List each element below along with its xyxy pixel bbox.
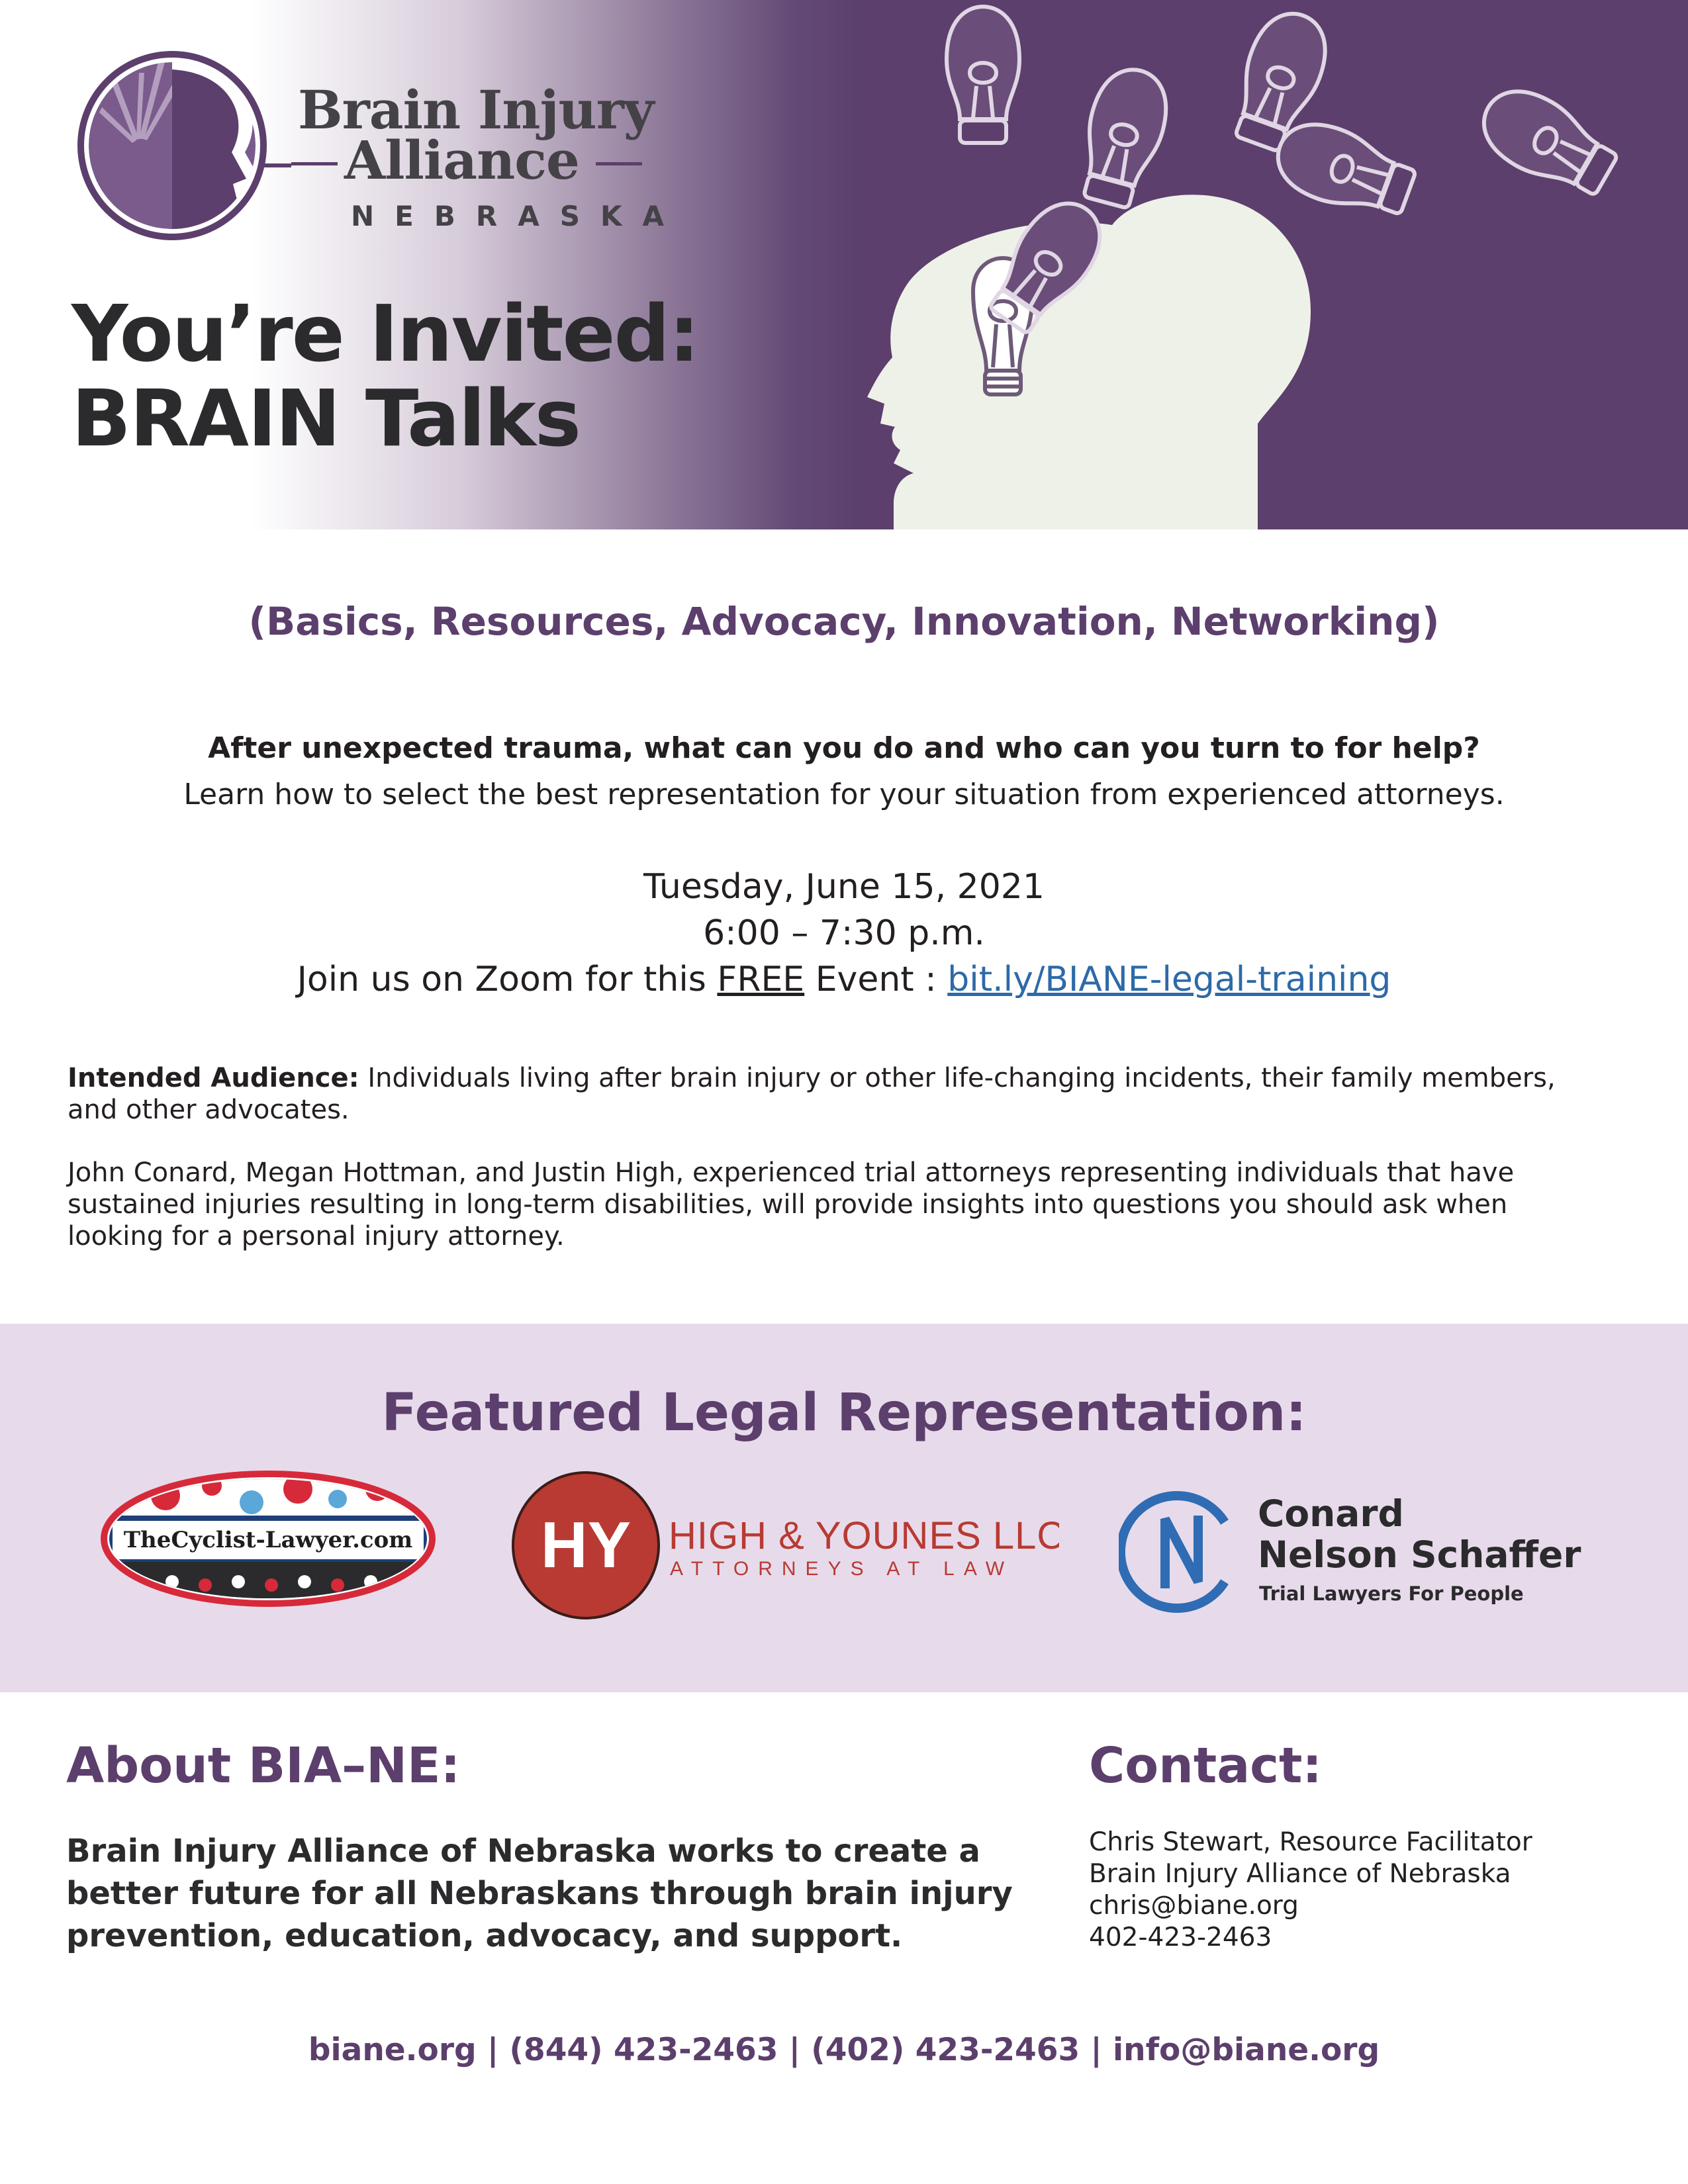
audience-label: Intended Audience: [68,1063,359,1093]
cns-name-line1: Conard [1258,1492,1404,1535]
logo-wordmark-line2: Alliance [344,129,579,191]
high-younes-mark-icon [510,1469,1059,1621]
about-description [66,1830,1059,1957]
title-line-invited: You’re Invited: [71,288,699,379]
lightbulb-icon [1470,76,1624,207]
join-suffix: Event : [804,960,948,999]
about-line: Brain Injury Alliance of Nebraska works to create a [66,1833,980,1870]
event-date: Tuesday, June 15, 2021 [643,867,1045,907]
contact-organization: Brain Injury Alliance of Nebraska [1089,1859,1511,1889]
cns-name-line2: Nelson Schaffer [1258,1533,1581,1576]
about-line: prevention, education, advocacy, and support. [66,1917,903,1954]
cyclist-lawyer-logo [99,1469,437,1608]
lead-subline: Learn how to select the best representation for your situation from experienced attorneys. [183,778,1505,811]
about-line: better future for all Nebraskans through brain injury [66,1875,1013,1912]
speakers-paragraph: John Conard, Megan Hottman, and Justin High, experienced trial attorneys representing individuals that have sustained injuries resulting in long-term disabilities, will provide insights into questions you should ask when looking for a personal injury attorney. [68,1158,1515,1251]
lead-question: After unexpected trauma, what can you do and who can you turn to for help? [208,731,1480,765]
brain-acronym-subtitle: (Basics, Resources, Advocacy, Innovation, Networking) [248,599,1440,644]
event-details [0,864,1688,1003]
high-younes-tagline: ATTORNEYS AT LAW [670,1558,1014,1580]
audience-text: Individuals living after brain injury or other life-changing incidents, their family members, and other advocates. [68,1063,1556,1125]
hy-monogram: HY [540,1508,632,1581]
head-silhouette-logo-icon [73,46,291,245]
footer-contact-bar: biane.org | (844) 423-2463 | (402) 423-2463 | info@biane.org [308,2032,1380,2068]
bia-ne-logo [73,46,684,245]
cyclist-lawyer-oval-icon [99,1469,437,1608]
title-line-brain-talks: BRAIN Talks [71,373,580,464]
lightbulb-icon [947,7,1019,143]
lightbulb-icon [1268,112,1421,227]
cns-monogram-icon [1119,1489,1244,1615]
conard-nelson-schaffer-logo [1119,1489,1582,1615]
featured-representation-band [0,1324,1688,1692]
join-prefix: Join us on Zoom for this [297,960,718,999]
header-banner [0,0,1688,529]
event-join-line [0,956,1688,1003]
free-label: FREE [717,960,805,999]
contact-details [1089,1827,1532,1954]
page-title [71,288,699,464]
logo-divider-left [291,162,338,165]
contact-heading: Contact: [1089,1737,1322,1794]
about-heading: About BIA–NE: [66,1737,461,1794]
lightbulb-icon [1070,62,1176,212]
registration-link[interactable]: bit.ly/BIANE-legal-training [947,960,1391,999]
logo-wordmark-line1: Brain Injury [298,79,654,141]
featured-title: Featured Legal Representation: [381,1383,1307,1443]
contact-email[interactable]: chris@biane.org [1089,1891,1299,1921]
logo-state: NEBRASKA [351,200,684,232]
cns-tagline: Trial Lawyers For People [1259,1582,1524,1605]
contact-name-title: Chris Stewart, Resource Facilitator [1089,1827,1532,1857]
high-younes-name: HIGH & YOUNES LLC [669,1514,1059,1557]
cyclist-lawyer-name: TheCyclist-Lawyer.com [123,1527,413,1553]
head-with-lightbulbs-illustration [854,0,1688,529]
contact-phone: 402-423-2463 [1089,1923,1272,1952]
logo-divider-right [596,162,642,165]
event-time: 6:00 – 7:30 p.m. [703,913,985,953]
high-younes-logo [510,1469,1059,1621]
audience-paragraph [68,1062,1603,1126]
